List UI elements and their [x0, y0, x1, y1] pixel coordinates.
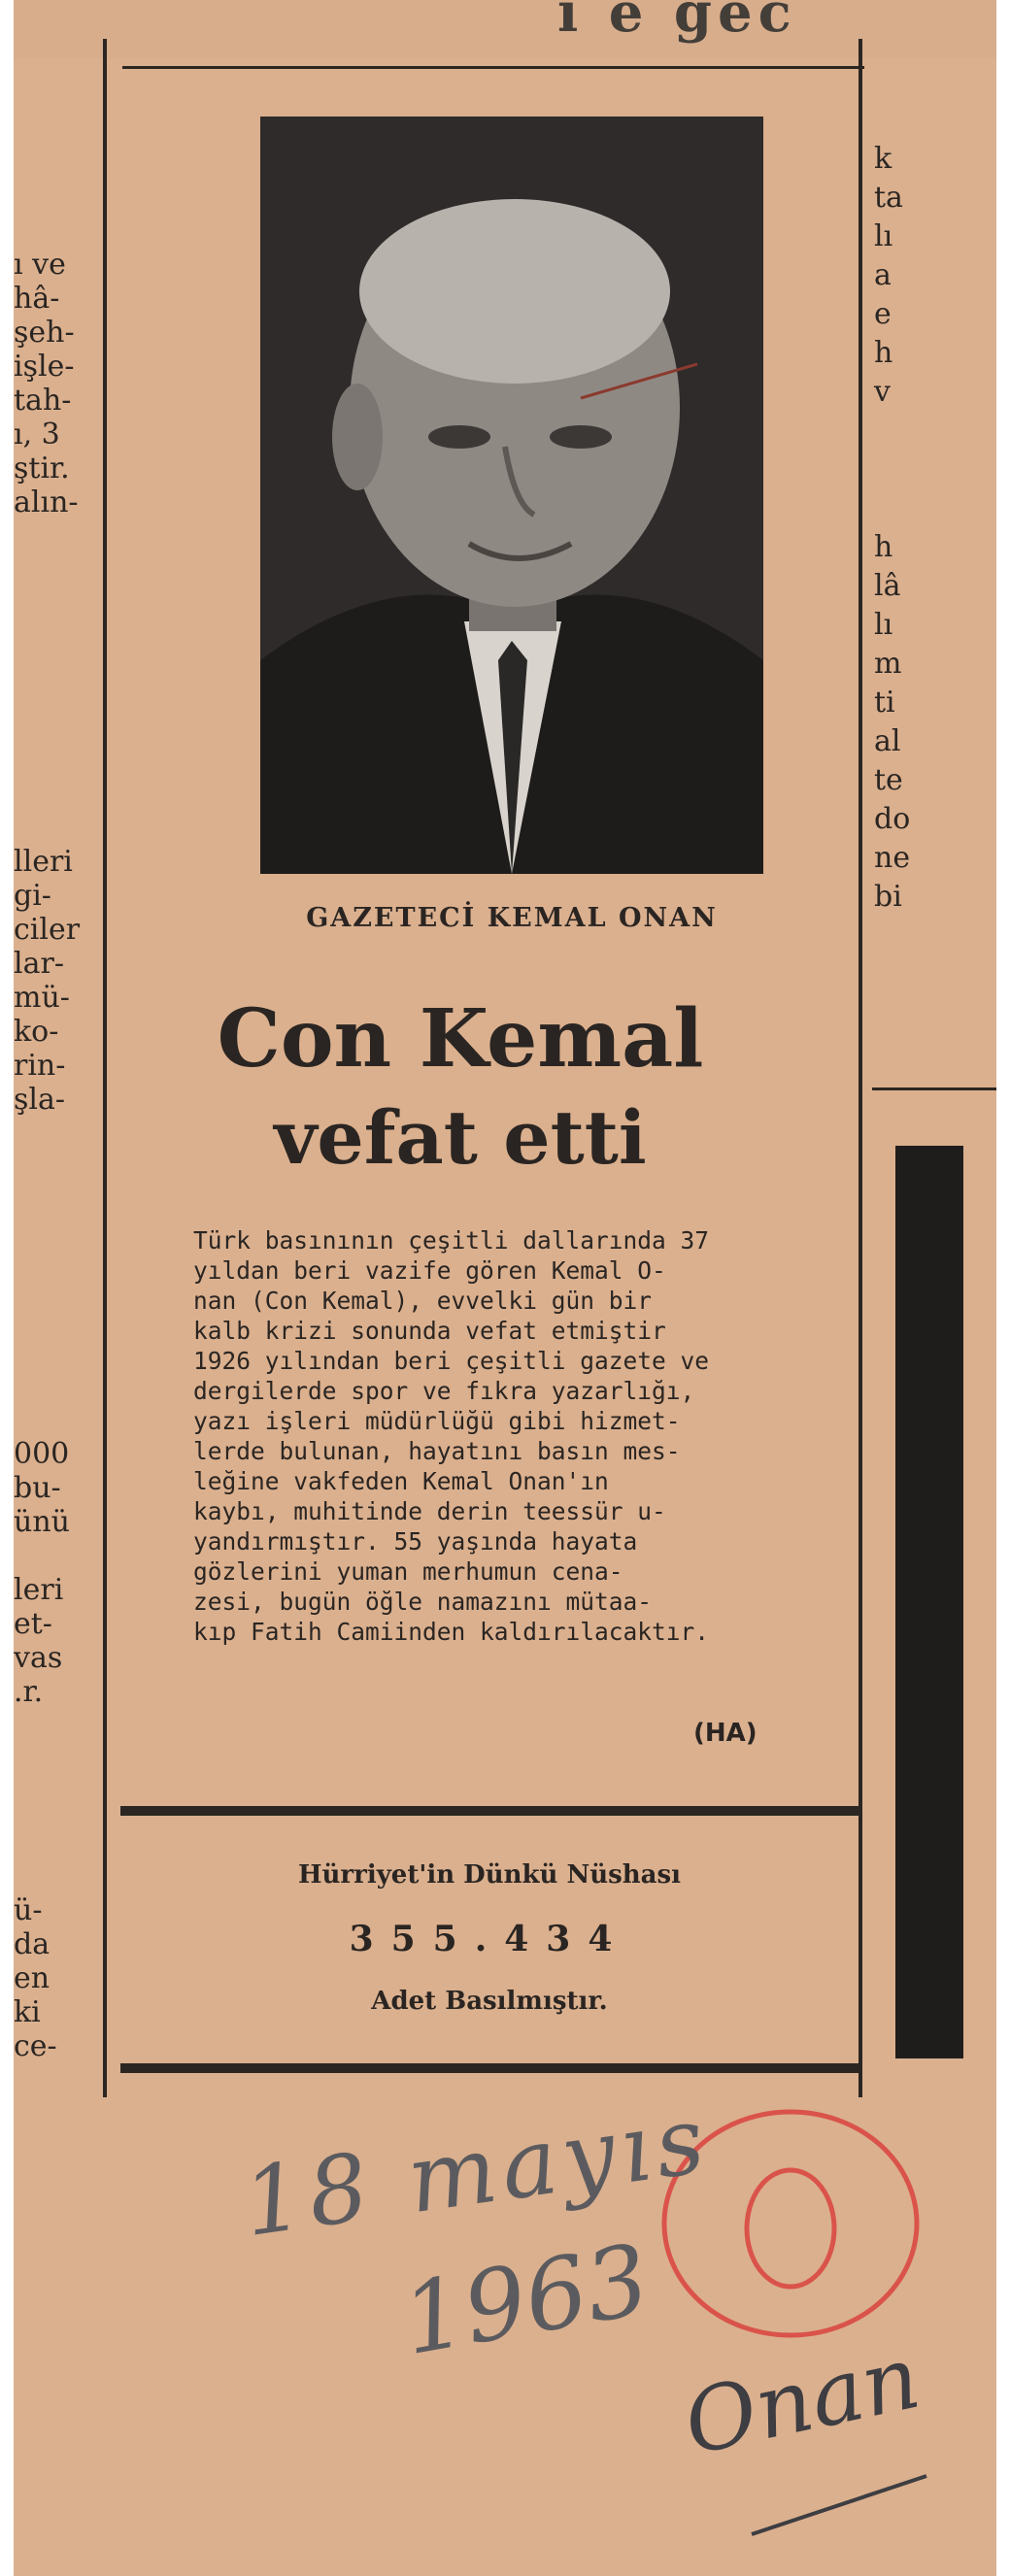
- left-column-fragment: ı ve: [14, 248, 66, 282]
- article-line: 1926 yılından beri çeşitli gazete ve: [193, 1347, 710, 1375]
- left-column-fragment: mü-: [14, 981, 70, 1015]
- right-column-rule: [872, 1087, 996, 1090]
- right-column-fragment: bi: [874, 880, 902, 914]
- right-column-fragment: te: [874, 763, 903, 797]
- left-column-fragment: tah-: [14, 384, 72, 418]
- article-line: lerde bulunan, hayatını basın mes-: [193, 1437, 681, 1465]
- article-line: yazı işleri müdürlüğü gibi hizmet-: [193, 1407, 681, 1435]
- left-column-fragment: ı, 3: [14, 418, 60, 452]
- left-column-fragment: şeh-: [14, 316, 75, 350]
- left-column-fragment: lar-: [14, 947, 64, 981]
- right-column-fragment: h: [874, 336, 893, 370]
- left-column-fragment: gi-: [14, 879, 51, 913]
- right-column-fragment: ne: [874, 841, 911, 875]
- headline: [159, 990, 761, 1185]
- left-column-fragment: rin-: [14, 1049, 66, 1083]
- right-column-fragment: k: [874, 142, 892, 176]
- left-column-fragment: ciler: [14, 913, 81, 947]
- handwritten-year: 1963: [393, 2222, 657, 2378]
- article-body: [193, 1225, 815, 1647]
- right-column-fragment: al: [874, 724, 901, 758]
- left-column-fragment: alın-: [14, 485, 79, 519]
- left-column-fragments: [14, 0, 101, 2136]
- left-column-fragment: da: [14, 1927, 50, 1961]
- left-column-fragment: ü-: [14, 1893, 43, 1927]
- portrait-illustration: [260, 117, 763, 874]
- left-column-fragment: ki: [14, 1995, 41, 2029]
- left-column-fragment: lleri: [14, 845, 73, 879]
- article-line: gözlerini yuman merhumun cena-: [193, 1557, 623, 1586]
- right-column-fragment: ta: [874, 181, 903, 215]
- right-column-fragment: lı: [874, 608, 893, 642]
- left-column-fragment: 000: [14, 1437, 70, 1471]
- clipping-top-edge: [14, 0, 996, 58]
- left-column-fragment: hâ-: [14, 282, 60, 316]
- newspaper-clipping: [14, 0, 996, 2576]
- right-column-fragment: h: [874, 530, 893, 564]
- circulation-subtitle: Adet Basılmıştır.: [371, 1987, 608, 2016]
- article-line: leğine vakfeden Kemal Onan'ın: [193, 1467, 609, 1495]
- left-column-fragment: .r.: [14, 1675, 44, 1709]
- circulation-title: Hürriyet'in Dünkü Nüshası: [297, 1860, 682, 1890]
- article-line: yıldan beri vazife gören Kemal O-: [193, 1256, 666, 1285]
- left-column-fragment: ştir.: [14, 452, 70, 485]
- left-column-fragment: leri: [14, 1573, 64, 1607]
- circulation-number: 355.434: [349, 1919, 630, 1959]
- photo-caption: GAZETECİ KEMAL ONAN: [306, 903, 718, 933]
- article-line: kaybı, muhitinde derin teessür u-: [193, 1497, 666, 1525]
- left-column-fragment: et-: [14, 1607, 52, 1641]
- circulation-top-rule: [120, 1806, 858, 1816]
- right-column-fragment: v: [874, 375, 891, 409]
- article-line: kalb krizi sonunda vefat etmiştir: [193, 1317, 666, 1345]
- left-column-fragment: bu-: [14, 1471, 61, 1505]
- right-column-fragment: do: [874, 802, 911, 836]
- article-line: zesi, bugün öğle namazını mütaa-: [193, 1588, 653, 1616]
- left-column-fragment: ünü: [14, 1505, 70, 1539]
- article-byline: (HA): [693, 1719, 758, 1748]
- right-column-fragment: m: [874, 647, 902, 681]
- article-line: dergilerde spor ve fıkra yazarlığı,: [193, 1377, 695, 1405]
- left-column-fragment: ce-: [14, 2029, 57, 2063]
- handwritten-date: 18 mayıs: [236, 2084, 717, 2258]
- left-column-fragment: işle-: [14, 350, 75, 384]
- article-line: yandırmıştır. 55 yaşında hayata: [193, 1527, 638, 1556]
- right-column-fragment: lı: [874, 219, 893, 253]
- circulation-bottom-rule: [120, 2063, 858, 2073]
- left-column-fragment: vas: [14, 1641, 63, 1675]
- frame-left-rule: [103, 39, 107, 2097]
- handwritten-name: Onan: [675, 2325, 928, 2476]
- article-line: kıp Fatih Camiinden kaldırılacaktır.: [193, 1618, 710, 1646]
- left-column-fragment: şla-: [14, 1083, 66, 1117]
- frame-top-rule: [122, 66, 864, 69]
- top-text-fragment: ı e gec: [557, 0, 797, 45]
- left-column-fragment: ko-: [14, 1015, 59, 1049]
- article-line: nan (Con Kemal), evvelki gün bir: [193, 1287, 653, 1315]
- right-column-fragment: ti: [874, 686, 895, 719]
- frame-right-rule: [858, 39, 862, 2097]
- left-column-fragment: en: [14, 1961, 50, 1995]
- right-column-fragment: a: [874, 258, 892, 292]
- headline-line-1: Con Kemal: [217, 992, 704, 1086]
- article-line: Türk basınının çeşitli dallarında 37: [193, 1226, 710, 1255]
- headline-line-2: vefat etti: [274, 1094, 647, 1181]
- portrait-photo: [260, 117, 763, 874]
- right-column-fragment: lâ: [874, 569, 901, 603]
- right-column-fragment: e: [874, 297, 892, 331]
- right-column-dark-bar: [895, 1146, 963, 2058]
